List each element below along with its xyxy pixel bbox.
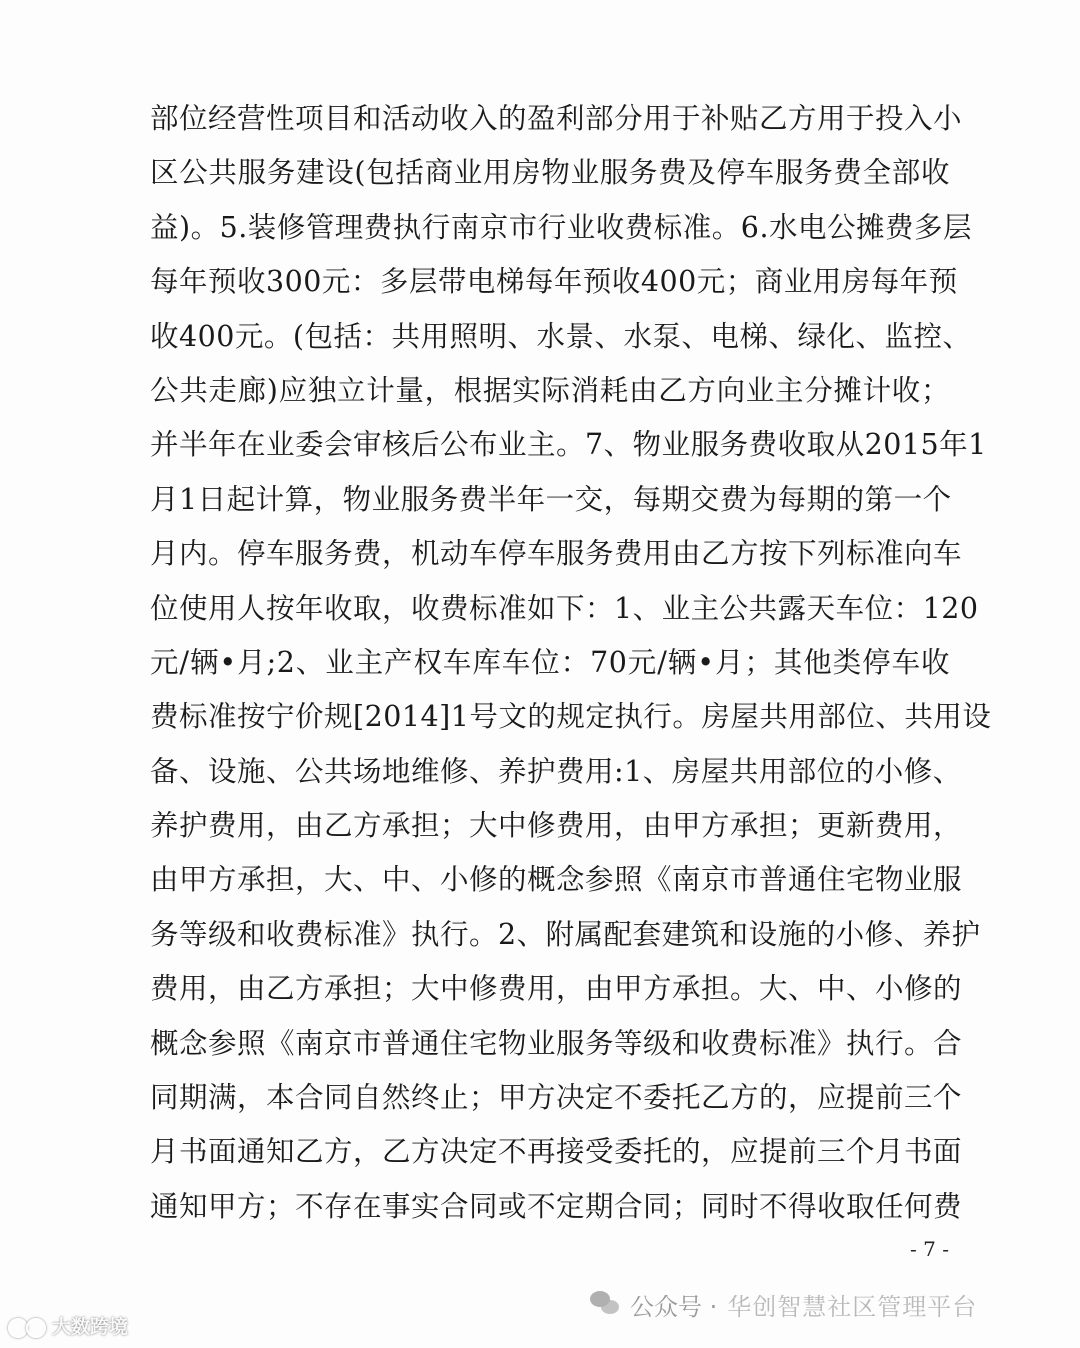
text-line-18: 概念参照《南京市普通住宅物业服务等级和收费标准》执行。合 xyxy=(150,1026,963,1060)
text-line-14: 养护费用，由乙方承担；大中修费用，由甲方承担；更新费用， xyxy=(150,809,963,843)
text-line-7: 并半年在业委会审核后公布业主。7、物业服务费收取从2015年1 xyxy=(150,428,987,462)
text-line-3: 益)。5.装修管理费执行南京市行业收费标准。6.水电公摊费多层 xyxy=(150,210,973,244)
text-line-17: 费用，由乙方承担；大中修费用，由甲方承担。大、中、小修的 xyxy=(150,972,963,1006)
text-line-2: 区公共服务建设(包括商业用房物业服务费及停车服务费全部收 xyxy=(150,156,950,190)
wechat-icon xyxy=(590,1291,620,1317)
corner-watermark-text: 大数跨境 xyxy=(52,1316,129,1338)
wechat-watermark-prefix: 公众号 · xyxy=(630,1292,718,1321)
text-line-20: 月书面通知乙方，乙方决定不再接受委托的，应提前三个月书面 xyxy=(150,1135,963,1169)
text-line-8: 月1日起计算，物业服务费半年一交，每期交费为每期的第一个 xyxy=(150,482,952,516)
text-line-4: 每年预收300元：多层带电梯每年预收400元；商业用房每年预 xyxy=(150,265,958,299)
text-line-12: 费标准按宁价规[2014]1号文的规定执行。房屋共用部位、共用设 xyxy=(150,700,992,734)
text-line-10: 位使用人按年收取，收费标准如下：1、业主公共露天车位：120 xyxy=(150,591,979,625)
text-line-16: 务等级和收费标准》执行。2、附属配套建筑和设施的小修、养护 xyxy=(150,917,981,951)
document-body xyxy=(150,92,992,1234)
text-line-15: 由甲方承担，大、中、小修的概念参照《南京市普通住宅物业服 xyxy=(150,863,963,897)
page-number: - 7 - xyxy=(910,1237,949,1261)
text-line-21: 通知甲方；不存在事实合同或不定期合同；同时不得收取任何费 xyxy=(150,1189,963,1223)
text-line-1: 部位经营性项目和活动收入的盈利部分用于补贴乙方用于投入小 xyxy=(150,102,963,135)
wechat-account-name: 华创智慧社区管理平台 xyxy=(727,1292,978,1321)
text-line-5: 收400元。(包括：共用照明、水景、水泵、电梯、绿化、监控、 xyxy=(150,319,972,353)
text-line-6: 公共走廊)应独立计量，根据实际消耗由乙方向业主分摊计收； xyxy=(150,373,950,407)
text-line-11: 元/辆•月;2、业主产权车库车位：70元/辆•月；其他类停车收 xyxy=(150,645,950,679)
text-line-13: 备、设施、公共场地维修、养护费用:1、房屋共用部位的小修、 xyxy=(150,754,962,788)
wechat-watermark xyxy=(590,1284,977,1324)
text-line-9: 月内。停车服务费，机动车停车服务费用由乙方按下列标准向车 xyxy=(150,537,963,571)
double-ring-logo-icon xyxy=(8,1315,48,1337)
text-line-19: 同期满，本合同自然终止；甲方决定不委托乙方的，应提前三个 xyxy=(150,1081,963,1115)
corner-watermark xyxy=(8,1312,128,1339)
